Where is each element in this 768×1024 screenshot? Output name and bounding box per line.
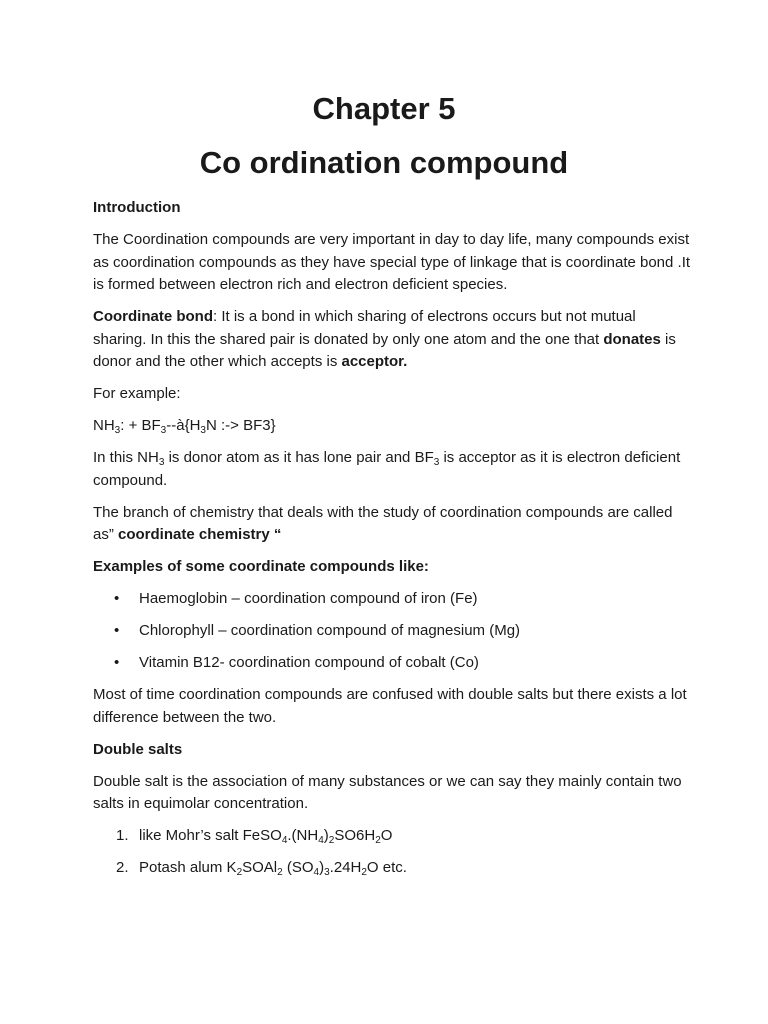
eq-part: : + BF [120,417,161,434]
formula-subscript: 4 [281,835,288,846]
formula-subscript: 4 [318,835,324,846]
branch-paragraph [93,502,693,547]
eq-part: NH [93,417,115,434]
reaction-equation [93,415,693,438]
confusion-paragraph: Most of time coordination compounds are confused with double salts but there exists a lot difference between the two. [93,686,687,726]
formula-subscript: 2 [328,835,335,846]
formula-part: .24H [329,859,362,876]
exp-part: In this NH [93,449,159,466]
examples-heading: Examples of some coordinate compounds like: [93,558,429,575]
coordinate-bond-paragraph [93,306,693,374]
exp-subscript: 3 [158,457,165,468]
formula-part: Potash alum K [139,859,237,876]
list-item [93,652,693,675]
example-explanation [93,447,693,492]
branch-text: The branch of chemistry that deals with the study of coordination compounds are called as” [93,503,673,543]
bullet-icon: • [114,654,120,671]
exp-part: is donor atom as it has lone pair and BF [164,449,434,466]
list-item [93,620,693,643]
formula-part: like Mohr’s salt FeSO [139,827,282,844]
formula-part: ) [323,827,329,844]
bullet-icon: • [114,622,120,639]
chapter-number: Chapter 5 [312,91,456,126]
coordinate-bond-text-2: is donor and the other which accepts is [93,330,676,370]
list-item-text: Chlorophyll – coordination compound of magnesium (Mg) [139,622,521,639]
list-item-text: Haemoglobin – coordination compound of iron (Fe) [139,590,478,607]
list-item [93,825,693,848]
chapter-title: Co ordination compound [199,145,569,180]
formula-subscript: 2 [375,835,381,846]
coordinate-bond-text-1: : It is a bond in which sharing of electrons occurs but not mutual sharing. In this the shared pair is donated by only one atom and the one that [93,308,636,348]
eq-subscript: 3 [160,425,167,436]
intro-paragraph: The Coordination compounds are very important in day to day life, many compounds exist as coordination compounds as they have special type of linkage that is coordinate bond .It is formed between electron rich and electron deficient species. [93,231,691,293]
formula-part: .(NH [287,827,319,844]
list-number: 1. [116,827,129,844]
branch-term: coordinate chemistry “ [118,526,282,543]
intro-heading: Introduction [93,199,181,216]
eq-subscript: 3 [114,425,121,436]
document-body [93,197,693,889]
double-salts-list [93,825,693,880]
eq-subscript: 3 [200,425,206,436]
formula-part: O etc. [366,859,407,876]
formula-part: (SO [282,859,314,876]
list-item [93,857,693,880]
double-salts-paragraph: Double salt is the association of many substances or we can say they mainly contain two salts in equimolar concentration. [93,772,682,812]
eq-part: N :-> BF3} [205,417,276,434]
example-label: For example: [93,385,181,402]
list-item-text: Vitamin B12- coordination compound of cobalt (Co) [139,654,479,671]
formula-subscript: 2 [361,867,367,878]
formula-part: O [380,827,393,844]
eq-part: --à{H [166,417,201,434]
formula-subscript: 3 [324,867,330,878]
double-salts-heading: Double salts [93,740,183,758]
coordinate-bond-term: Coordinate bond [93,308,213,325]
exp-subscript: 3 [433,457,440,468]
formula-subscript: 2 [236,867,243,878]
list-number: 2. [116,859,129,876]
bullet-icon: • [114,590,120,607]
acceptor-term: acceptor. [341,353,408,370]
exp-part: is acceptor as it is electron deficient compound. [93,449,681,489]
formula-subscript: 4 [313,867,320,878]
formula-part: SO6H [334,827,376,844]
formula-part: SOAl [242,859,278,876]
examples-list [93,588,693,675]
formula-subscript: 2 [277,867,283,878]
donates-term: donates [603,330,661,348]
list-item [93,588,693,611]
formula-part: ) [319,859,325,876]
